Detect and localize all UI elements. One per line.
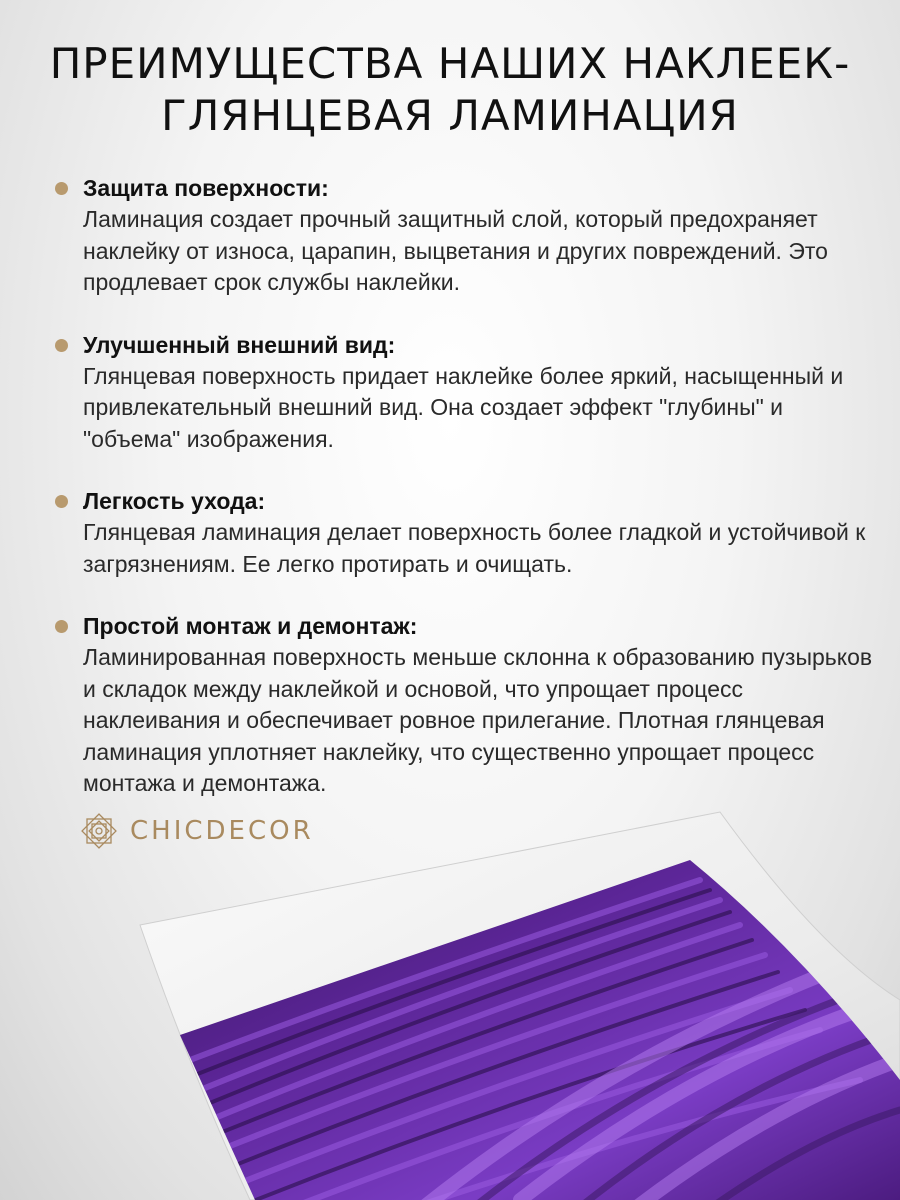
benefit-text: Глянцевая ламинация делает поверхность более гладкой и устойчивой к загрязнениям. Ее легко протирать и очищать. [83, 519, 866, 577]
benefit-text: Глянцевая поверхность придает наклейке более яркий, насыщенный и привлекательный внешний вид. Она создает эффект "глубины" и "объема" изображения. [83, 362, 844, 452]
benefit-text: Ламинированная поверхность меньше склонна к образованию пузырьков и складок между наклейкой и основой, что упрощает процесс наклеивания и обеспечивает ровное прилегание. Плотная глянцевая ламинация уплотняет наклейку, что существенно упрощает процесс монтажа и демонтажа. [83, 644, 873, 796]
benefit-title: Защита поверхности: [83, 175, 329, 201]
benefit-title: Легкость ухода: [83, 488, 266, 514]
brand-name: CHICDECOR [130, 816, 314, 846]
benefit-title: Улучшенный внешний вид: [83, 331, 396, 358]
title-line-2: ГЛЯНЦЕВАЯ ЛАМИНАЦИЯ [161, 91, 739, 140]
title-line-1: ПРЕИМУЩЕСТВА НАШИХ НАКЛЕЕК- [49, 39, 851, 88]
benefit-text: Ламинация создает прочный защитный слой, который предохраняет наклейку от износа, царапин, выцветания и других повреждений. Это продлевает срок службы наклейки. [83, 206, 828, 295]
benefit-title: Простой монтаж и демонтаж: [83, 613, 418, 639]
